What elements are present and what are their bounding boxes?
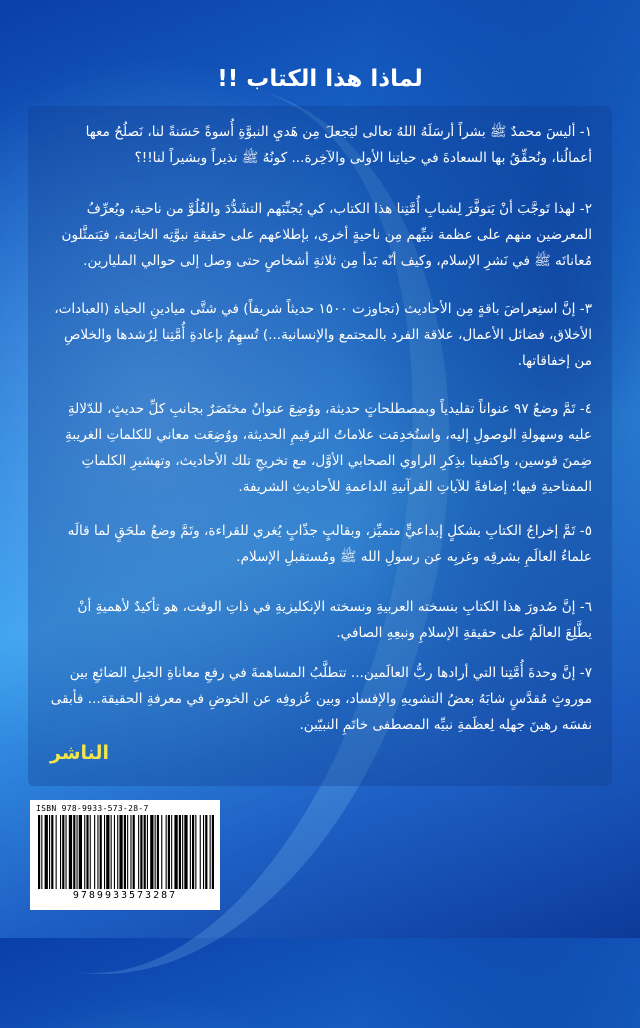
barcode-bar [119, 815, 122, 889]
barcode-bar [124, 815, 126, 889]
paragraph-2: ٢- لهذا تَوجَّبَ أنْ يَتوفَّرَ لِشبابِ أُمَّتِنا هذا الكتاب، كي يُجنِّبَهم التشَدُّدَ والغُلُوَّ من ناحية، ويُعرِّفُ المعرضين منهم على عظمة نبيِّهم مِن ناحيةٍ أخرى، بإطلاعهم على حقيقةِ نبوَّتِه الخاتِمة، فيَتمثَّلون مُعاناتَه ﷺ في نَشرِ الإسلام، وكيف أنّه بَدأ مِن ثلاثةِ أشخاصٍ حتى وصل إلى حوالي المليارين. [61, 201, 592, 269]
barcode-bar [41, 815, 42, 889]
publisher-label: الناشر [50, 742, 110, 764]
barcode-bar [60, 815, 61, 889]
barcode-bar [90, 815, 91, 889]
barcode-bar [210, 815, 211, 889]
barcode [30, 800, 220, 910]
paragraph-1: ١- أليسَ محمدٌ ﷺ بشراً أرسَلَهُ اللهُ تعالى ليَجعلَ مِن هَديِ النبوَّةِ أُسوةً حَسَنةً لنا، نَصلُحُ معها أعمالُنا، ونُحقِّقُ بها السعادةَ في حياتِنا الأولى والآخِرة... كونُهُ ﷺ نذيراً وبشيراً لنا!!؟ [85, 124, 592, 166]
barcode-bar [111, 815, 112, 889]
barcode-number: 9789933573287 [72, 890, 178, 901]
barcode-bar [130, 815, 131, 889]
paragraph-3: ٣- إنَّ استِعراضَ باقةٍ مِن الأحاديث (تجاوزت ١٥٠٠ حديثاً شريفاً) في شتَّى ميادينِ الحياة (العبادات، الأخلاق، فضائل الأعمال، علاقة الفرد بالمجتمع والإنسانية...) تُسهِمُ بإعادةِ أُمَّتِنا لِرُشدها والخلاصِ من إخفاقاتها. [54, 301, 592, 369]
barcode-bar [100, 815, 102, 889]
page-title: لماذا هذا الكتاب !! [217, 66, 423, 92]
barcode-bar [195, 815, 196, 889]
barcode-bar [174, 815, 177, 889]
barcode-bar [84, 815, 85, 889]
barcode-bar [73, 815, 75, 889]
barcode-bar [144, 815, 146, 889]
paragraph-5: ٥- تَمَّ إخراجُ الكتابِ بشكلٍ إبداعيٍّ متميِّز، وبقالبٍ جذّابٍ يُغري للقراءة، وتَمَّ وضعُ ملحَقٍ لما قالَه علماءُ العالَمِ بشرقِه وغربِه عن رسولِ الله ﷺ ومُستقبلِ الإسلام. [67, 523, 592, 565]
barcode-bar [45, 815, 48, 889]
barcode-bar [138, 815, 139, 889]
paragraph-7: ٧- إنَّ وحدةَ أُمَّتِنا التي أرادها ربُّ العالَمين... تتطلَّبُ المساهمةَ في رفعِ معاناةِ الجيلِ الضائعِ بين موروثٍ مُقدَّسٍ شابَهُ بعضُ التشويهِ والإفساد، وبين عُزوفِه عن الخوضِ في معرفةِ الحقيقة... فأبقى نفسَه رهينَ جهلِه لِعظَمةِ نبيِّه المصطفى خاتَمِ النبيّين. [50, 665, 592, 733]
barcode-bar [49, 815, 50, 889]
barcode-bar [182, 815, 183, 889]
barcode-bar [77, 815, 78, 889]
barcode-bar [192, 815, 194, 889]
barcode-bar [114, 815, 115, 889]
barcode-bar [79, 815, 82, 889]
barcode-bar [168, 815, 170, 889]
barcode-bar [117, 815, 118, 889]
barcode-bar [86, 815, 88, 889]
barcode-bar [38, 815, 40, 889]
barcode-bar [140, 815, 142, 889]
barcode-bar [62, 815, 64, 889]
barcode-bar [97, 815, 98, 889]
barcode-bar [171, 815, 172, 889]
paragraph-6: ٦- إنَّ صُدورَ هذا الكتابِ بنسخته العربيةِ ونسخته الإنكليزيةِ في ذاتِ الوقت، هو تأكيدٌ لأهميةِ أنْ يطَّلِعَ العالَمُ على حقيقةِ الإسلامِ ونبعِهِ الصافي. [77, 599, 592, 641]
barcode-bar [51, 815, 53, 889]
barcode-bar [205, 815, 207, 889]
barcode-bar [184, 815, 187, 889]
barcode-bar [161, 815, 162, 889]
barcode-bar [155, 815, 156, 889]
barcode-bar [133, 815, 135, 889]
barcode-bar [104, 815, 105, 889]
barcode-bar [166, 815, 167, 889]
barcode-bar [56, 815, 57, 889]
barcode-bar [150, 815, 153, 889]
barcode-bar [179, 815, 181, 889]
barcode-bar [69, 815, 72, 889]
barcode-bars [36, 815, 214, 889]
barcode-bar [94, 815, 95, 889]
barcode-bar [203, 815, 204, 889]
barcode-bar [157, 815, 159, 889]
isbn-text: ISBN 978-9933-573-28-7 [36, 804, 149, 813]
barcode-bar [147, 815, 148, 889]
barcode-bar [212, 815, 214, 889]
barcode-bar [190, 815, 191, 889]
barcode-bar [106, 815, 109, 889]
barcode-bar [200, 815, 201, 889]
barcode-bar [127, 815, 128, 889]
barcode-bar [66, 815, 67, 889]
paragraph-4: ٤- تَمَّ وضعُ ٩٧ عنواناً تقليدياً وبمصطلحاتٍ حديثة، ووُضِعَ عنوانٌ مختَصَرٌ بجانبِ كلِّ حديثٍ، للدّلالةِ عليه وسهولةِ الوصولِ إليه، واستُخدِمَت علاماتُ الترقيمِ الحديثة، ووُضِعَت معاني للكلماتِ الغريبةِ ضِمنَ قوسين، واكتفينا بذِكرِ الراوي الصحابي الأوَّل، مع تخريجِ تلك الأحاديث، وتهشيرِ الكلماتِ المفتاحيةِ فيها؛ إضافةً للآياتِ القرآنيةِ الداعمةِ للأحاديثِ الشريفة. [65, 401, 592, 495]
